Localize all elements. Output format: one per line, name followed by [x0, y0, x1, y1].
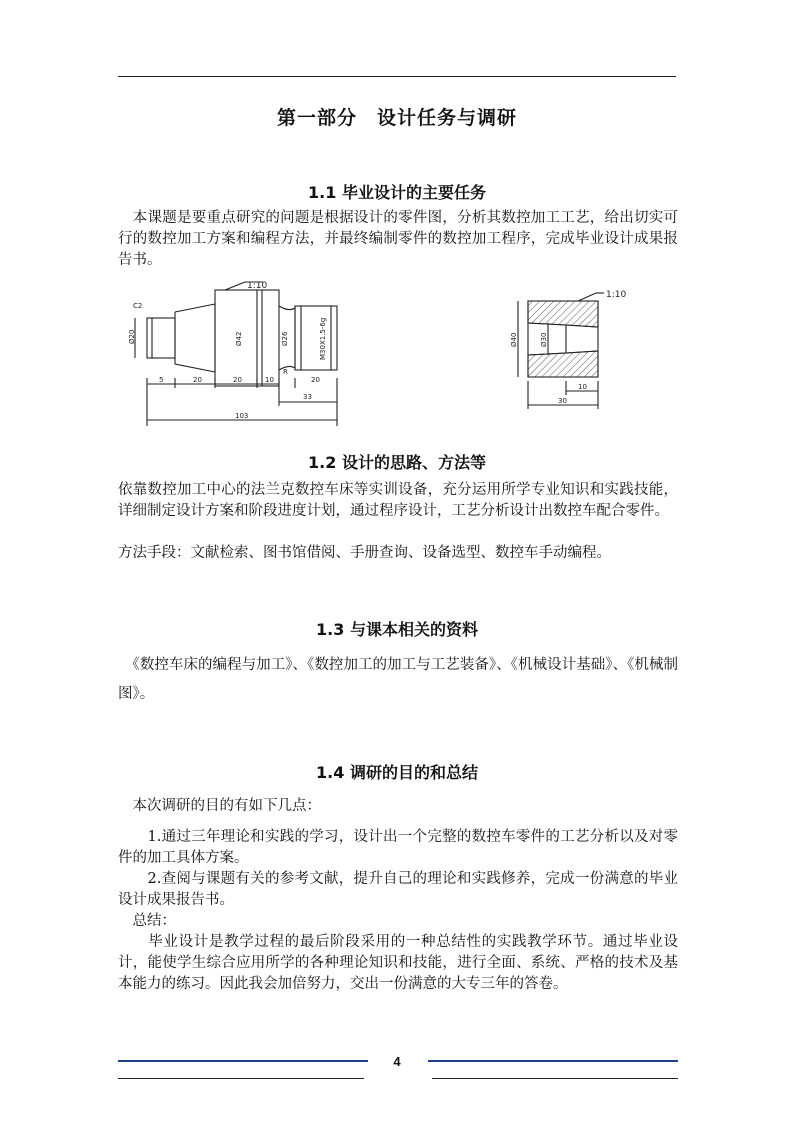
section-1-2-methods: 方法手段：文献检索、图书馆借阅、手册查询、设备选型、数控车手动编程。: [118, 545, 611, 561]
svg-text:10: 10: [578, 383, 587, 391]
section-1-4-item-1: 1.通过三年理论和实践的学习，设计出一个完整的数控车零件的工艺分析以及对零件的加工具体方案。: [118, 829, 678, 866]
section-1-2-heading: 1.2 设计的思路、方法等: [308, 453, 486, 472]
section-1-4-intro: 本次调研的目的有如下几点：: [118, 798, 321, 814]
svg-text:Ø30: Ø30: [540, 332, 548, 347]
svg-text:C2: C2: [133, 302, 143, 310]
section-1-2-paragraph: 依靠数控加工中心的法兰克数控车床等实训设备，充分运用所学专业知识和实践技能，详细制定设计方案和阶段进度计划，通过程序设计，工艺分析设计出数控车配合零件。: [118, 482, 678, 519]
shaft-drawing: [125, 278, 365, 430]
svg-text:Ø26: Ø26: [281, 331, 289, 346]
sleeve-drawing: [508, 283, 648, 413]
taper-label: 1:10: [247, 281, 268, 291]
section-1-4-summary-label: 总结：: [118, 913, 176, 929]
page-number: 4: [393, 1054, 401, 1069]
section-1-4-item-2: 2.查阅与课题有关的参考文献，提升自己的理论和实践修养，完成一份满意的毕业设计成果报告书。: [118, 871, 678, 908]
svg-text:20: 20: [311, 376, 320, 384]
section-1-4-heading: 1.4 调研的目的和总结: [316, 763, 478, 782]
svg-text:Ø40: Ø40: [510, 332, 518, 347]
svg-text:Ø42: Ø42: [235, 331, 243, 346]
svg-text:M30X1.5-6g: M30X1.5-6g: [319, 317, 327, 360]
svg-text:10: 10: [265, 376, 274, 384]
section-1-1-paragraph: 本课题是要重点研究的问题是根据设计的零件图，分析其数控加工工艺，给出切实可行的数控加工方案和编程方法，并最终编制零件的数控加工程序，完成毕业设计成果报告书。: [118, 210, 678, 268]
svg-text:20: 20: [233, 376, 242, 384]
svg-text:103: 103: [235, 412, 249, 420]
section-1-4-summary: 毕业设计是教学过程的最后阶段采用的一种总结性的实践教学环节。通过毕业设计，能使学生综合应用所学的各种理论知识和技能，进行全面、系统、严格的技术及基本能力的练习。因此我会加倍努力，交出一份满意的大专三年的答卷。: [118, 934, 678, 992]
footer-rule-right: [432, 1078, 678, 1079]
section-1-3-paragraph: 《数控车床的编程与加工》、《数控加工的加工与工艺装备》、《机械设计基础》、《机械制图》。: [118, 657, 678, 702]
svg-text:5: 5: [159, 376, 164, 384]
sleeve-taper-label: 1:10: [606, 290, 627, 300]
svg-text:Ø20: Ø20: [128, 329, 136, 344]
svg-text:20: 20: [193, 376, 202, 384]
svg-text:R: R: [283, 368, 288, 376]
section-1-1-heading: 1.1 毕业设计的主要任务: [308, 183, 486, 202]
svg-text:33: 33: [303, 393, 312, 401]
section-1-3-heading: 1.3 与课本相关的资料: [316, 620, 478, 639]
svg-text:30: 30: [558, 397, 567, 405]
footer-rule-left: [118, 1078, 364, 1079]
page-title: 第一部分 设计任务与调研: [276, 107, 517, 129]
header-rule: [118, 76, 676, 77]
